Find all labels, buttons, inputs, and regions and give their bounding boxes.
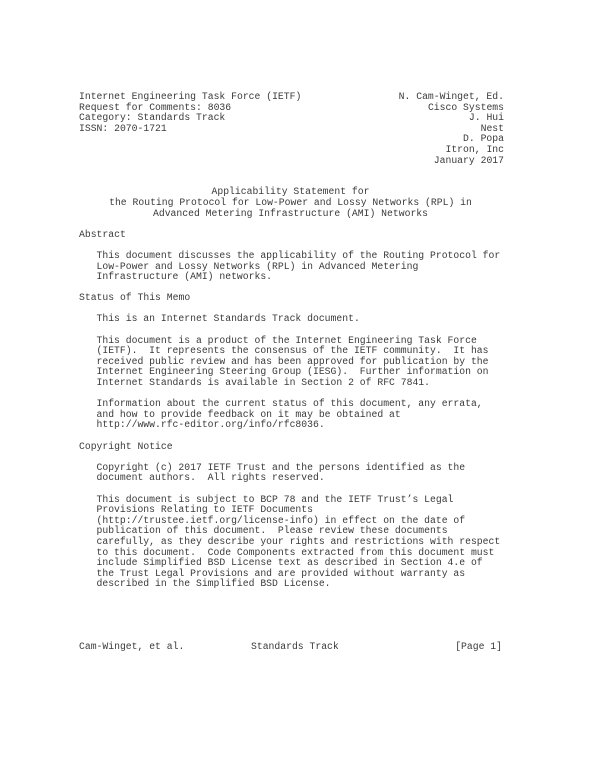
header-left: ISSN: 2070-1721 (79, 122, 167, 134)
license-info-link[interactable]: (http://trustee.ietf.org/license-info) in effect on the date of (96, 514, 466, 526)
status-text: received public review and has been approved for publication by the (96, 355, 489, 367)
status-text: Internet Engineering Steering Group (IESG). Further information on (96, 366, 489, 378)
footer-category: Standards Track (251, 641, 339, 652)
header-left: Request for Comments: 8036 (79, 101, 232, 113)
header-right: D. Popa (463, 133, 504, 145)
status-text: Information about the current status of this document, any errata, (96, 398, 483, 410)
header-right: J. Hui (468, 112, 504, 124)
status-text: and how to provide feedback on it may be obtained at (96, 408, 401, 420)
copyright-text: Copyright (c) 2017 IETF Trust and the persons identified as the (96, 461, 466, 473)
copyright-text: Provisions Relating to IETF Documents (96, 504, 313, 516)
header-right: N. Cam-Winget, Ed. (398, 91, 504, 102)
header-date: January 2017 (433, 154, 504, 166)
document-title-line: the Routing Protocol for Low-Power and Lossy Networks (RPL) in (109, 196, 472, 208)
document-title-line: Applicability Statement for (211, 186, 370, 198)
copyright-text: the Trust Legal Provisions and are provided without warranty as (96, 567, 466, 579)
copyright-text: include Simplified BSD License text as described in Section 4.e of (96, 557, 483, 569)
status-text: This is an Internet Standards Track document. (96, 313, 360, 325)
footer-authors: Cam-Winget, et al. (79, 641, 185, 652)
copyright-text: This document is subject to BCP 78 and the IETF Trust’s Legal (96, 493, 454, 505)
rfc-page (79, 92, 504, 590)
page-footer (79, 642, 502, 653)
abstract-text: Low-Power and Lossy Networks (RPL) in Advanced Metering (96, 260, 419, 272)
abstract-text: Infrastructure (AMI) networks. (96, 271, 273, 283)
header-row (79, 92, 504, 103)
section-heading-copyright: Copyright Notice (79, 440, 173, 452)
header-left: Internet Engineering Task Force (IETF) (79, 91, 302, 102)
section-heading-status: Status of This Memo (79, 292, 191, 304)
status-text: Internet Standards is available in Section 2 of RFC 7841. (96, 377, 431, 389)
header-right: Cisco Systems (427, 101, 504, 113)
header-row (79, 124, 504, 135)
header-right: Itron, Inc (445, 143, 504, 155)
status-text: (IETF). It represents the consensus of the IETF community. It has (96, 345, 489, 357)
copyright-text: document authors. All rights reserved. (96, 472, 325, 484)
rfc-editor-link[interactable]: http://www.rfc-editor.org/info/rfc8036. (96, 419, 325, 431)
copyright-text: publication of this document. Please review these documents (96, 525, 448, 537)
section-heading-abstract: Abstract (79, 228, 126, 240)
copyright-text: described in the Simplified BSD License. (96, 578, 331, 590)
header-right: Nest (480, 122, 504, 134)
abstract-text: This document discusses the applicability of the Routing Protocol for (96, 249, 501, 261)
footer-page-number: [Page 1] (455, 641, 502, 652)
document-title-line: Advanced Metering Infrastructure (AMI) Networks (153, 207, 428, 219)
header-left: Category: Standards Track (79, 112, 226, 124)
status-text: This document is a product of the Internet Engineering Task Force (96, 334, 477, 346)
copyright-text: to this document. Code Components extracted from this document must (96, 546, 495, 558)
copyright-text: carefully, as they describe your rights and restrictions with respect (96, 535, 501, 547)
